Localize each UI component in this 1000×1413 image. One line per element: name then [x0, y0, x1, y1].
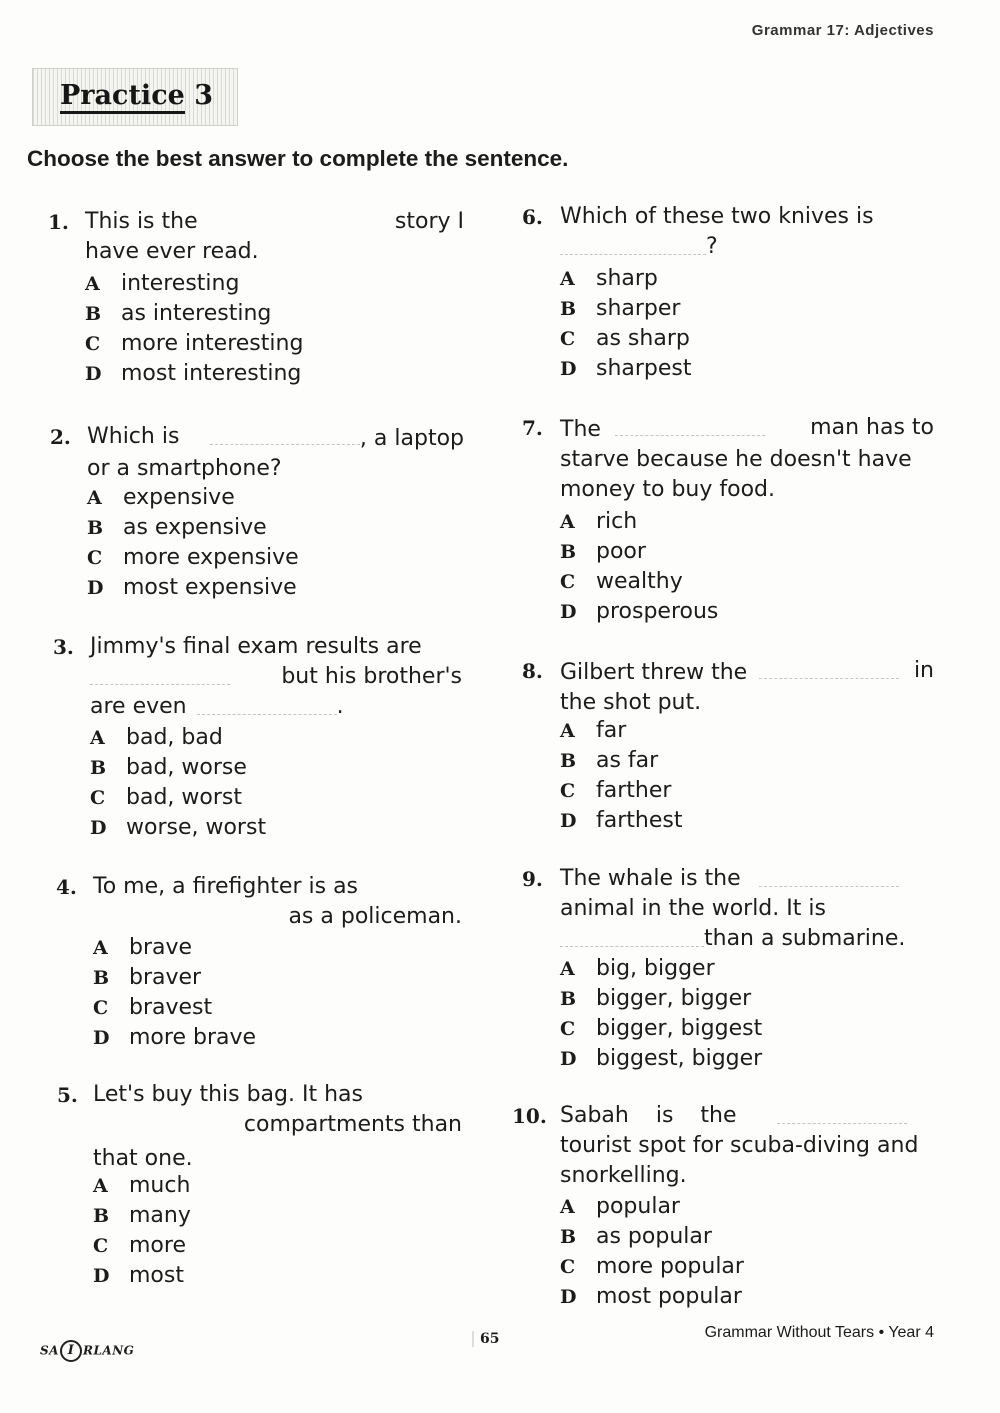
answer-options — [560, 507, 718, 627]
question-stem: Sabah is the tourist spot for scuba-diving and snorkelling. — [560, 1103, 919, 1188]
option-b[interactable]: B as popular — [560, 1224, 712, 1249]
answer-blank[interactable] — [210, 422, 360, 445]
answer-options — [93, 933, 256, 1053]
question-stem: The man has to starve because he doesn't have money to buy food. — [560, 415, 934, 502]
answer-blank[interactable] — [759, 656, 899, 679]
question-stem: This is the story I have ever read. — [85, 209, 464, 264]
answer-options — [560, 264, 692, 384]
page-number: 65 — [472, 1331, 499, 1347]
question-stem: Which is , a laptop or a smartphone? — [87, 424, 464, 481]
option-c[interactable]: C farther — [560, 778, 672, 803]
option-a[interactable]: A much — [93, 1173, 191, 1198]
question-number: 3. — [53, 635, 74, 659]
option-a[interactable]: A sharp — [560, 266, 658, 291]
instruction-text: Choose the best answer to complete the sentence. — [27, 146, 569, 171]
option-b[interactable]: B many — [93, 1203, 191, 1228]
option-d[interactable]: D biggest, bigger — [560, 1046, 763, 1071]
option-b[interactable]: B as interesting — [85, 301, 272, 326]
option-d[interactable]: D most popular — [560, 1284, 742, 1309]
option-d[interactable]: D farthest — [560, 808, 683, 833]
option-a[interactable]: A interesting — [85, 271, 240, 296]
answer-options — [560, 954, 762, 1074]
question-number: 6. — [522, 205, 543, 229]
publisher-logo: SA I RLANG — [40, 1340, 134, 1362]
chapter-header: Grammar 17: Adjectives — [751, 22, 934, 39]
answer-options — [560, 1192, 744, 1312]
option-c[interactable]: C bravest — [93, 995, 213, 1020]
option-d[interactable]: D worse, worst — [90, 815, 267, 840]
option-a[interactable]: A far — [560, 718, 627, 743]
answer-options — [85, 269, 303, 389]
option-c[interactable]: C more — [93, 1233, 186, 1258]
question-number: 2. — [50, 425, 71, 449]
question-number: 7. — [522, 416, 543, 440]
answer-options — [90, 723, 266, 843]
option-c[interactable]: C more popular — [560, 1254, 744, 1279]
practice-heading-label: Practice 3 — [60, 80, 213, 111]
option-a[interactable]: A big, bigger — [560, 956, 715, 981]
option-d[interactable]: D most — [93, 1263, 184, 1288]
question-stem: Which of these two knives is ? — [560, 204, 874, 259]
book-title: Grammar Without Tears • Year 4 — [704, 1324, 934, 1341]
answer-blank[interactable] — [560, 232, 706, 255]
answer-blank[interactable] — [90, 662, 230, 685]
option-d[interactable]: D sharpest — [560, 356, 692, 381]
question-stem: The whale is the animal in the world. It is than a submarine. — [560, 866, 906, 951]
answer-blank[interactable] — [560, 924, 704, 947]
answer-options — [93, 1171, 191, 1291]
question-stem: Gilbert threw the in the shot put. — [560, 658, 934, 715]
answer-options — [87, 483, 299, 603]
option-a[interactable]: A rich — [560, 509, 638, 534]
option-d[interactable]: D prosperous — [560, 599, 719, 624]
option-b[interactable]: B sharper — [560, 296, 681, 321]
option-b[interactable]: B as far — [560, 748, 659, 773]
option-d[interactable]: D most expensive — [87, 575, 297, 600]
option-c[interactable]: C wealthy — [560, 569, 683, 594]
option-b[interactable]: B poor — [560, 539, 646, 564]
answer-blank[interactable] — [197, 692, 337, 715]
answer-options — [560, 716, 682, 836]
question-stem: To me, a firefighter is as as a policeman. — [93, 874, 462, 929]
answer-blank[interactable] — [759, 864, 899, 887]
question-number: 1. — [48, 210, 69, 234]
practice-heading — [60, 80, 213, 111]
option-d[interactable]: D more brave — [93, 1025, 257, 1050]
option-b[interactable]: B bad, worse — [90, 755, 247, 780]
question-stem: Jimmy's final exam results are but his brother's are even . — [90, 634, 462, 719]
question-stem: Let's buy this bag. It has compartments than that one. — [93, 1082, 462, 1171]
option-b[interactable]: B bigger, bigger — [560, 986, 752, 1011]
practice-heading-underline — [60, 111, 185, 114]
option-c[interactable]: C as sharp — [560, 326, 690, 351]
option-a[interactable]: A bad, bad — [90, 725, 223, 750]
option-a[interactable]: A popular — [560, 1194, 680, 1219]
question-number: 9. — [522, 867, 543, 891]
answer-blank[interactable] — [615, 413, 765, 436]
option-d[interactable]: D most interesting — [85, 361, 302, 386]
option-c[interactable]: C more interesting — [85, 331, 304, 356]
option-b[interactable]: B braver — [93, 965, 202, 990]
option-c[interactable]: C more expensive — [87, 545, 299, 570]
option-b[interactable]: B as expensive — [87, 515, 267, 540]
question-number: 4. — [56, 875, 77, 899]
option-a[interactable]: A expensive — [87, 485, 235, 510]
answer-blank[interactable] — [777, 1101, 907, 1124]
option-c[interactable]: C bigger, biggest — [560, 1016, 763, 1041]
question-number: 8. — [522, 659, 543, 683]
option-a[interactable]: A brave — [93, 935, 193, 960]
question-number: 10. — [512, 1104, 547, 1128]
question-number: 5. — [57, 1083, 78, 1107]
option-c[interactable]: C bad, worst — [90, 785, 242, 810]
